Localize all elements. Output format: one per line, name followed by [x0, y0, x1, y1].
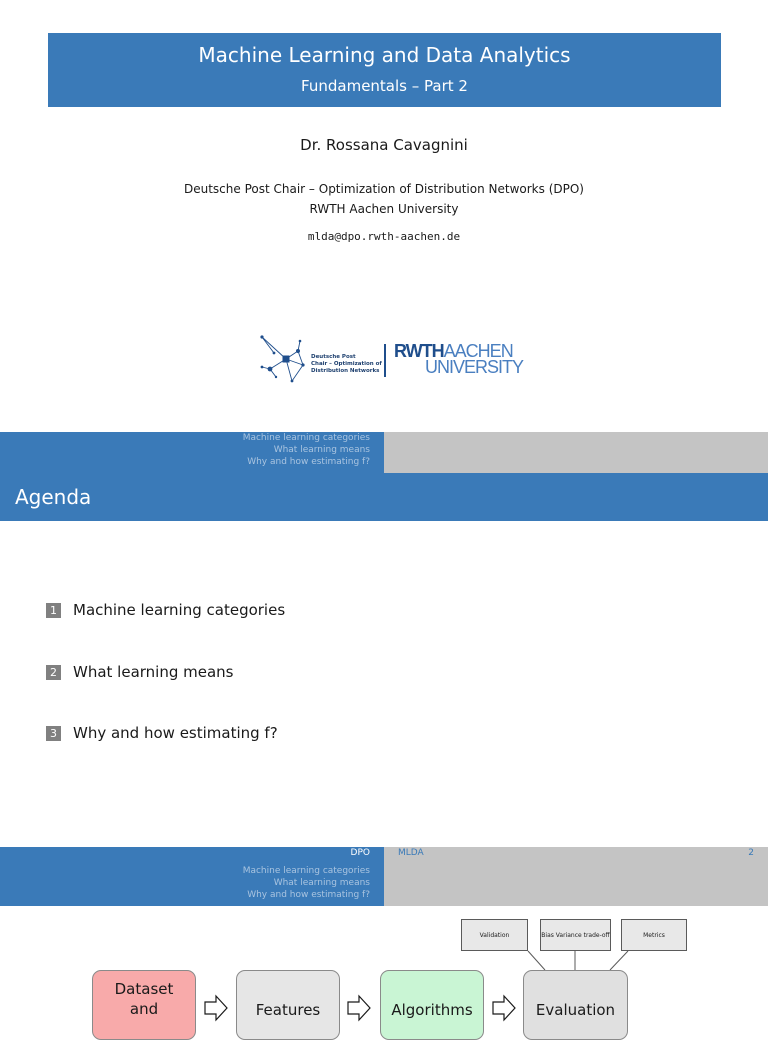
- agenda-number: 1: [46, 603, 61, 618]
- arrow-right-icon: [205, 996, 227, 1020]
- nav-section-1[interactable]: Machine learning categories: [242, 866, 370, 876]
- section-navigation: [0, 432, 384, 473]
- footer-left: [0, 847, 384, 859]
- features-step-label: Features: [255, 1001, 321, 1019]
- agenda-item[interactable]: [46, 601, 285, 619]
- dataset-step-label: Dataset and: [114, 980, 174, 1018]
- nav-section-2[interactable]: What learning means: [273, 445, 370, 455]
- frame-title-bar: [0, 473, 768, 521]
- dpo-network-logo-icon: [256, 333, 312, 387]
- features-step: [236, 970, 340, 1040]
- nav-section-3[interactable]: Why and how estimating f?: [247, 890, 370, 900]
- agenda-item[interactable]: [46, 663, 234, 681]
- bias-variance-box: Bias Variance trade-off: [540, 919, 611, 951]
- agenda-number: 2: [46, 665, 61, 680]
- presentation-subtitle: Fundamentals – Part 2: [301, 77, 468, 95]
- agenda-item-label: What learning means: [73, 663, 234, 681]
- nav-section-1[interactable]: Machine learning categories: [242, 433, 370, 443]
- arrow-right-icon: [348, 996, 370, 1020]
- nav-right-panel: [384, 432, 768, 473]
- footer-right: [384, 847, 768, 859]
- algorithms-step: [380, 970, 484, 1040]
- agenda-item-label: Why and how estimating f?: [73, 724, 278, 742]
- agenda-number: 3: [46, 726, 61, 741]
- metrics-box: Metrics: [621, 919, 687, 951]
- agenda-title: Agenda: [15, 485, 92, 509]
- footer-mlda: MLDA: [398, 848, 424, 858]
- nav-right-panel: [384, 859, 768, 906]
- arrow-right-icon: [493, 996, 515, 1020]
- nav-section-2[interactable]: What learning means: [273, 878, 370, 888]
- footer-dpo: DPO: [350, 848, 370, 858]
- contact-email[interactable]: mlda@dpo.rwth-aachen.de: [307, 230, 461, 243]
- evaluation-step-label: Evaluation: [535, 1001, 616, 1019]
- title-banner: [48, 33, 721, 107]
- presentation-title: Machine Learning and Data Analytics: [198, 43, 571, 67]
- section-navigation: [0, 859, 384, 906]
- institution-line-1: Deutsche Post Chair – Optimization of Distribution Networks (DPO): [184, 182, 584, 196]
- evaluation-step: [523, 970, 628, 1040]
- rwth-logo: RWTHAACHEN UNIVERSITY: [394, 341, 524, 377]
- logo-divider: [384, 344, 386, 377]
- page-number: 2: [748, 848, 754, 858]
- agenda-item[interactable]: [46, 724, 278, 742]
- nav-section-3[interactable]: Why and how estimating f?: [247, 457, 370, 467]
- dataset-step: [92, 970, 196, 1040]
- dpo-logo-text: Deutsche Post Chair – Optimization of Distribution Networks: [311, 354, 382, 374]
- algorithms-step-label: Algorithms: [391, 1001, 473, 1019]
- author-name: Dr. Rossana Cavagnini: [300, 136, 468, 154]
- validation-box: Validation: [461, 919, 528, 951]
- institution-line-2: RWTH Aachen University: [309, 202, 459, 216]
- agenda-item-label: Machine learning categories: [73, 601, 286, 619]
